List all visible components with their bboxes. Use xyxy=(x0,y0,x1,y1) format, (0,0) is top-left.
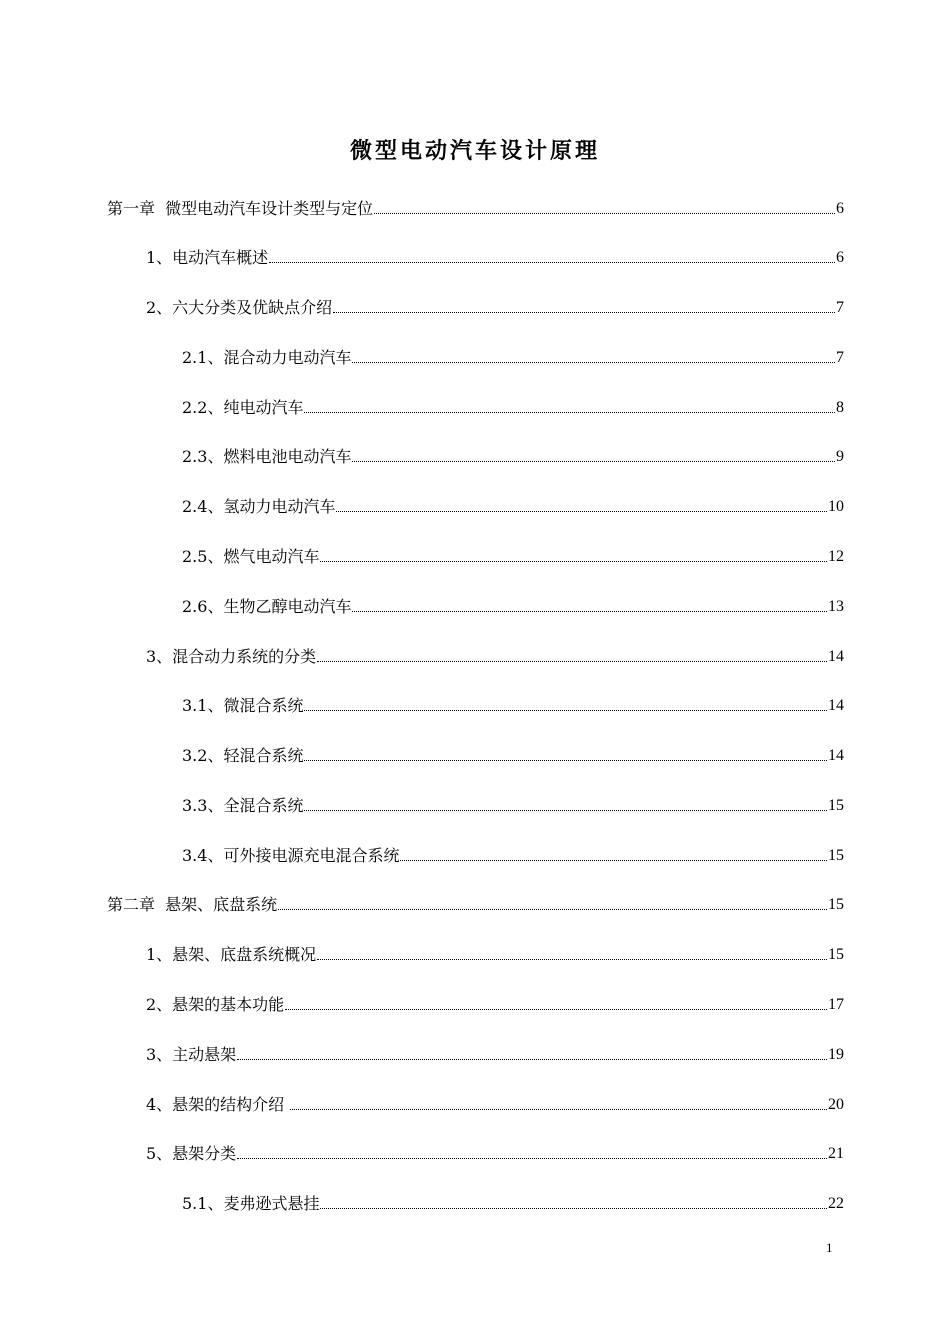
toc-entry-page: 15 xyxy=(828,797,844,814)
toc-entry-label: 2、六大分类及优缺点介绍 xyxy=(146,298,333,317)
toc-entry-label: 3.1、微混合系统 xyxy=(182,696,304,715)
toc-leader-dots xyxy=(304,411,835,413)
toc-entry-page: 20 xyxy=(828,1096,844,1113)
toc-entry-2-5[interactable] xyxy=(146,1140,844,1164)
toc-entry-chapter-1[interactable] xyxy=(107,195,844,219)
toc-leader-dots xyxy=(237,1157,827,1159)
toc-entry-2-3[interactable] xyxy=(146,1041,844,1065)
toc-entry-2-4[interactable] xyxy=(146,1091,844,1115)
toc-entry-page: 6 xyxy=(836,200,844,217)
toc-entry-page: 9 xyxy=(836,448,844,465)
toc-entry-label: 第二章 悬架、底盘系统 xyxy=(107,895,278,914)
toc-leader-dots xyxy=(304,759,827,761)
toc-entry-label: 2、悬架的基本功能 xyxy=(146,995,285,1014)
toc-entry-label: 2.4、氢动力电动汽车 xyxy=(182,497,336,516)
toc-entry-page: 14 xyxy=(828,747,844,764)
toc-leader-dots xyxy=(317,958,827,960)
toc-entry-page: 15 xyxy=(828,946,844,963)
toc-leader-dots xyxy=(304,709,827,711)
toc-entry-1-1[interactable] xyxy=(146,244,844,268)
toc-leader-dots xyxy=(317,660,827,662)
toc-entry-2-2[interactable] xyxy=(146,991,844,1015)
toc-entry-page: 12 xyxy=(828,548,844,565)
toc-entry-1-2[interactable] xyxy=(146,294,844,318)
toc-entry-page: 14 xyxy=(828,697,844,714)
toc-entry-page: 17 xyxy=(828,996,844,1013)
toc-entry-page: 8 xyxy=(836,399,844,416)
toc-entry-1-3-3[interactable] xyxy=(182,792,844,816)
toc-entry-1-2-5[interactable] xyxy=(182,543,844,567)
toc-entry-1-2-2[interactable] xyxy=(182,394,844,418)
toc-leader-dots xyxy=(285,1008,827,1010)
toc-leader-dots xyxy=(320,560,827,562)
toc-entry-label: 2.2、纯电动汽车 xyxy=(182,398,304,417)
toc-entry-page: 13 xyxy=(828,598,844,615)
toc-entry-1-2-3[interactable] xyxy=(182,443,844,467)
toc-entry-1-2-4[interactable] xyxy=(182,493,844,517)
toc-entry-page: 15 xyxy=(828,896,844,913)
toc-leader-dots xyxy=(336,510,827,512)
toc-entry-label: 3.3、全混合系统 xyxy=(182,796,304,815)
toc-entry-label: 1、电动汽车概述 xyxy=(146,248,269,267)
toc-entry-page: 15 xyxy=(828,847,844,864)
toc-leader-dots xyxy=(278,908,827,910)
toc-leader-dots xyxy=(352,610,827,612)
toc-entry-2-5-1[interactable] xyxy=(182,1190,844,1214)
toc-entry-1-2-1[interactable] xyxy=(182,344,844,368)
toc-leader-dots xyxy=(333,311,835,313)
toc-leader-dots xyxy=(237,1058,827,1060)
toc-leader-dots xyxy=(290,1108,827,1110)
toc-entry-label: 3.2、轻混合系统 xyxy=(182,746,304,765)
toc-entry-page: 10 xyxy=(828,498,844,515)
toc-entry-page: 22 xyxy=(828,1195,844,1212)
toc-leader-dots xyxy=(400,859,827,861)
toc-entry-label: 3、主动悬架 xyxy=(146,1045,237,1064)
toc-entry-page: 6 xyxy=(836,249,844,266)
toc-entry-page: 19 xyxy=(828,1046,844,1063)
toc-entry-2-1[interactable] xyxy=(146,941,844,965)
toc-entry-1-2-6[interactable] xyxy=(182,593,844,617)
toc-leader-dots xyxy=(304,809,827,811)
toc-entry-1-3-1[interactable] xyxy=(182,692,844,716)
toc-entry-label: 1、悬架、底盘系统概况 xyxy=(146,945,317,964)
toc-entry-1-3[interactable] xyxy=(146,643,844,667)
toc-entry-page: 7 xyxy=(836,349,844,366)
toc-entry-label: 4、悬架的结构介绍 xyxy=(146,1095,290,1114)
toc-leader-dots xyxy=(352,460,835,462)
toc-entry-label: 5.1、麦弗逊式悬挂 xyxy=(182,1194,320,1213)
toc-leader-dots xyxy=(320,1207,827,1209)
toc-entry-label: 2.5、燃气电动汽车 xyxy=(182,547,320,566)
page-number: 1 xyxy=(826,1240,833,1255)
toc-entry-page: 14 xyxy=(828,648,844,665)
toc-entry-1-3-2[interactable] xyxy=(182,742,844,766)
toc-entry-label: 2.3、燃料电池电动汽车 xyxy=(182,447,352,466)
toc-entry-page: 21 xyxy=(828,1145,844,1162)
toc-leader-dots xyxy=(352,361,835,363)
toc-leader-dots xyxy=(269,261,835,263)
toc-entry-label: 3.4、可外接电源充电混合系统 xyxy=(182,846,400,865)
toc-entry-page: 7 xyxy=(836,299,844,316)
toc-entry-label: 2.1、混合动力电动汽车 xyxy=(182,348,352,367)
toc-entry-label: 2.6、生物乙醇电动汽车 xyxy=(182,597,352,616)
toc-entry-label: 5、悬架分类 xyxy=(146,1144,237,1163)
toc-leader-dots xyxy=(374,212,835,214)
toc-entry-label: 3、混合动力系统的分类 xyxy=(146,647,317,666)
document-title: 微型电动汽车设计原理 xyxy=(349,139,600,164)
toc-entry-chapter-2[interactable] xyxy=(107,891,844,915)
toc-entry-1-3-4[interactable] xyxy=(182,842,844,866)
toc-entry-label: 第一章 微型电动汽车设计类型与定位 xyxy=(107,199,374,218)
